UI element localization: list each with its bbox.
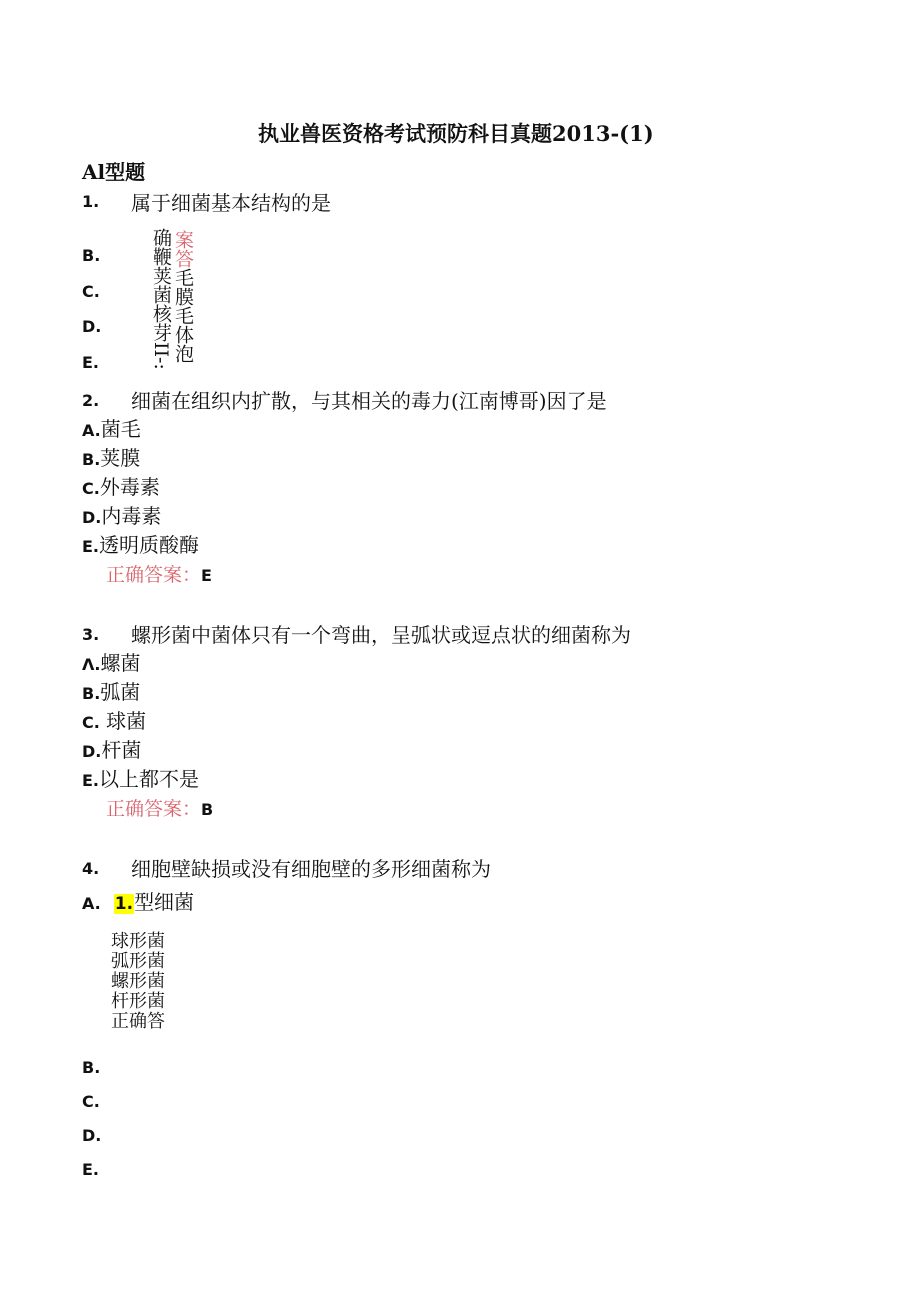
page-title: 执业兽医资格考试预防科目真题2013-(1)	[258, 121, 654, 146]
q2-option-e-label: E.	[82, 537, 100, 556]
q2-text: 细菌在组织内扩散，与其相关的毒力(江南博哥)因了是	[131, 389, 607, 413]
q2-option-c-text: 外毒素	[99, 475, 160, 499]
q2-option-b-label: B.	[82, 450, 101, 469]
q3-option-a-text: 螺菌	[100, 651, 141, 675]
q3-answer	[106, 794, 213, 821]
q3-option-b-label: B.	[82, 684, 101, 703]
q3-answer-label: 正确答案：	[106, 798, 202, 820]
q3-answer-value: B	[201, 800, 214, 819]
q1-vertical-column-2: 确鞭荚菌核芽II-:	[150, 228, 172, 370]
q1-vertical-answer-label: 案答	[172, 230, 194, 268]
q2-option-b	[82, 442, 140, 471]
q3-text: 螺形菌中菌体只有一个弯曲，呈弧状或逗点状的细菌称为	[131, 623, 631, 647]
q3-option-b	[82, 676, 140, 705]
q2-option-e	[82, 529, 199, 558]
q2-option-d-text: 内毒素	[101, 504, 162, 528]
q1-label-e: E.	[82, 353, 100, 372]
q3-option-a-label: Λ.	[82, 655, 101, 674]
q1-label-b: B.	[82, 246, 101, 265]
q1-label-d: D.	[82, 317, 102, 336]
q4-label-e: E.	[82, 1160, 100, 1179]
section-heading: Al型题	[82, 160, 146, 184]
q2-option-d	[82, 500, 161, 529]
q4-label-b: B.	[82, 1058, 101, 1077]
q2-option-b-text: 荚膜	[100, 446, 141, 470]
q2-option-a-text: 菌毛	[100, 417, 141, 441]
q4-stacked-line: 螺形菌	[111, 971, 165, 992]
q2-answer-label: 正确答案：	[106, 564, 202, 586]
q4-option-a-highlight: 1.	[114, 894, 134, 914]
q1-text: 属于细菌基本结构的是	[131, 191, 331, 215]
q2-option-e-text: 透明质酸酶	[99, 533, 200, 557]
q4-option-a-text: 型细菌	[134, 890, 195, 914]
q2-option-c	[82, 471, 160, 500]
q4-text: 细胞壁缺损或没有细胞壁的多形细菌称为	[131, 857, 491, 881]
q2-option-a	[82, 413, 141, 442]
q4-stacked-options	[111, 932, 165, 1032]
q3-option-d-label: D.	[82, 742, 102, 761]
q3-option-e-label: E.	[82, 771, 100, 790]
q4-stacked-line: 球形菌	[111, 931, 165, 952]
q2-answer-value: E	[201, 566, 212, 585]
q1-vertical-col1-text: 毛膜毛体泡	[172, 268, 194, 363]
q1-number: 1.	[82, 192, 100, 211]
q4-stacked-line: 杆形菌	[111, 991, 165, 1012]
q2-answer	[106, 560, 212, 587]
q3-option-d-text: 杆菌	[101, 738, 142, 762]
q2-option-a-label: A.	[82, 421, 101, 440]
q3-number: 3.	[82, 625, 100, 644]
q4-label-c: C.	[82, 1092, 100, 1111]
q4-number: 4.	[82, 859, 100, 878]
q3-option-e-text: 以上都不是	[99, 767, 200, 791]
q2-number: 2.	[82, 391, 100, 410]
q4-option-a-label: A.	[82, 894, 101, 913]
q3-option-e	[82, 763, 199, 792]
q3-option-b-text: 弧菌	[100, 680, 141, 704]
q3-option-d	[82, 734, 141, 763]
q3-option-a	[82, 647, 140, 676]
q3-option-c-label: C.	[82, 713, 100, 732]
q4-stacked-line: 弧形菌	[111, 951, 165, 972]
q3-option-c	[82, 705, 146, 734]
q1-label-c: C.	[82, 282, 100, 301]
q3-option-c-text: 球菌	[99, 709, 147, 733]
q1-vertical-column-1	[172, 230, 194, 363]
q2-option-d-label: D.	[82, 508, 102, 527]
q4-stacked-line: 正确答	[111, 1011, 165, 1032]
q4-option-a	[82, 886, 194, 915]
q4-label-d: D.	[82, 1126, 102, 1145]
q2-option-c-label: C.	[82, 479, 100, 498]
